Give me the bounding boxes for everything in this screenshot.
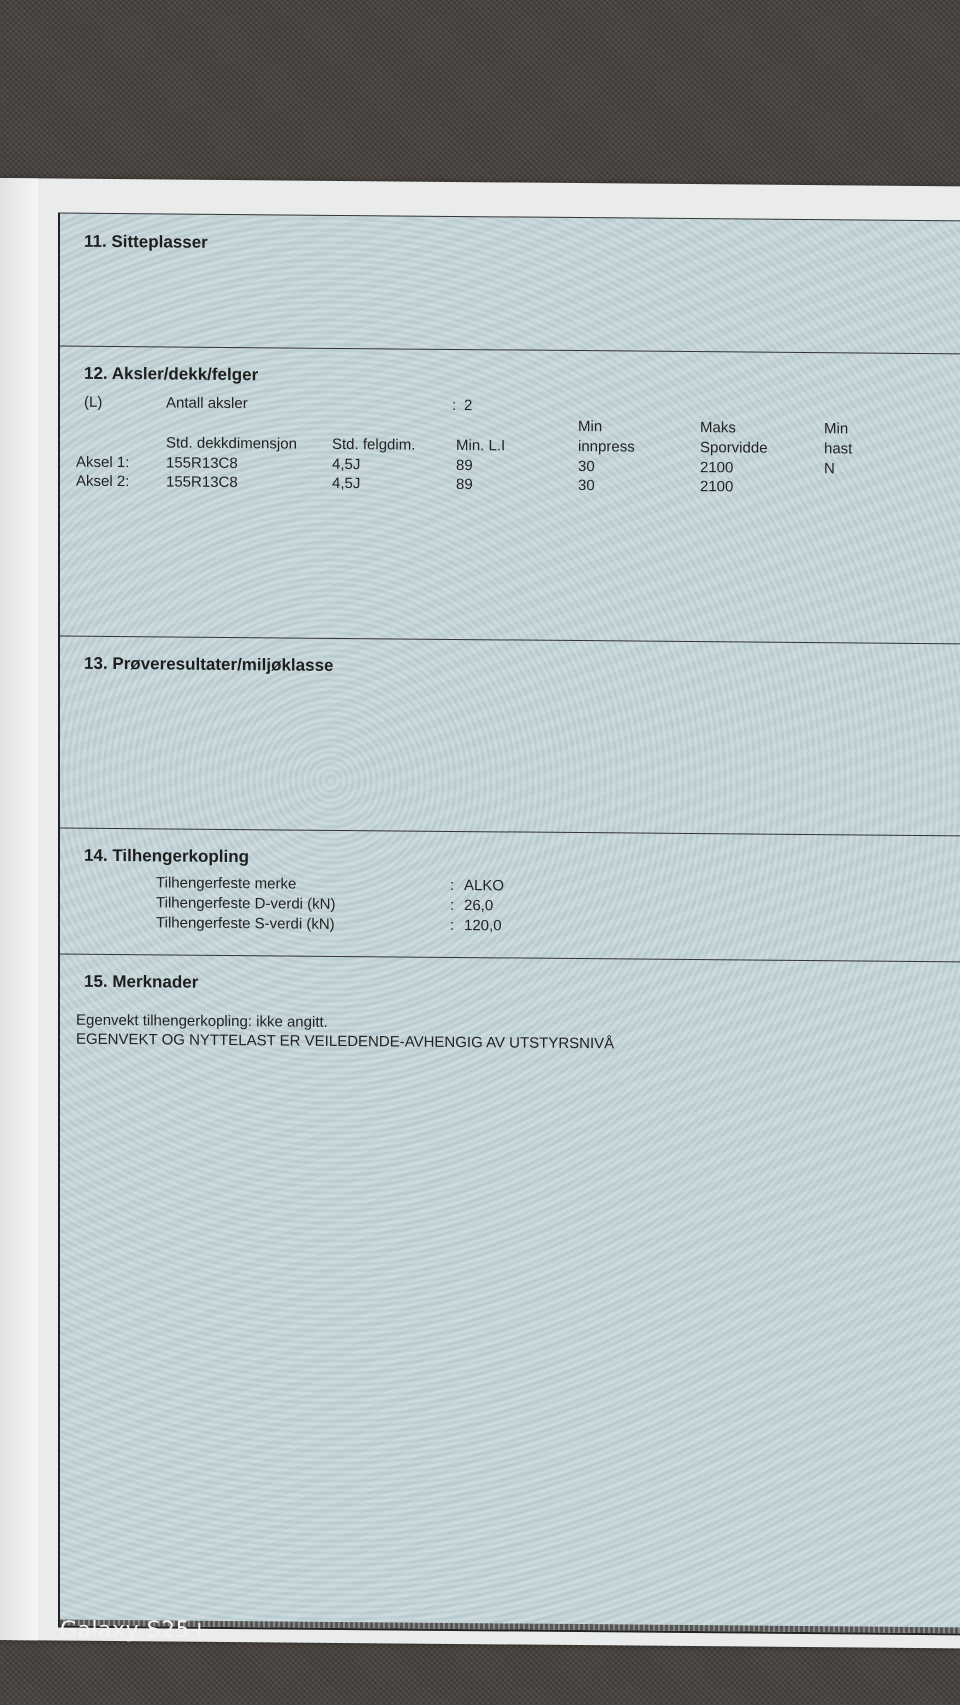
section-axles	[60, 346, 960, 645]
document-page	[0, 178, 960, 1648]
axle-load-index: 89	[456, 475, 473, 494]
page-edge	[0, 178, 38, 1640]
axle-tyre: 155R13C8	[166, 454, 238, 473]
axle-offset: 30	[578, 458, 595, 476]
axle-speed: N	[824, 460, 835, 478]
section-trailer-coupling	[60, 828, 960, 963]
remark-line: EGENVEKT OG NYTTELAST ER VEILEDENDE-AVHENGIG AV UTSTYRSNIVÅ	[76, 1030, 615, 1053]
axle-track: 2100	[700, 478, 734, 496]
coupling-value: ALKO	[464, 877, 505, 895]
remark-line: Egenvekt tilhengerkopling: ikke angitt.	[76, 1011, 328, 1031]
axle-count-value: 2	[464, 397, 473, 415]
axle-label: Aksel 1:	[76, 453, 130, 472]
header-rim: Std. felgdim.	[332, 435, 416, 454]
axle-load-index: 89	[456, 456, 473, 475]
section-test-results	[60, 636, 960, 837]
axle-tyre: 155R13C8	[166, 473, 238, 492]
coupling-separator: :	[450, 916, 455, 934]
section-seating	[60, 214, 960, 355]
section-title: 11. Sitteplasser	[84, 231, 208, 252]
header-max-track-2: Sporvidde	[700, 439, 768, 457]
section-title: 12. Aksler/dekk/felger	[84, 363, 259, 385]
section-title: 15. Merknader	[84, 971, 199, 992]
camera-watermark: Galaxy S25+	[60, 1618, 210, 1643]
header-load-index: Min. L.I	[456, 436, 506, 455]
coupling-label: Tilhengerfeste D-verdi (kN)	[156, 894, 336, 913]
header-min-speed-1: Min	[824, 420, 849, 438]
section-remarks	[60, 954, 960, 1634]
header-max-track-1: Maks	[700, 419, 736, 437]
axle-count-label: Antall aksler	[166, 394, 248, 413]
header-min-offset-1: Min	[578, 418, 603, 436]
header-tyre: Std. dekkdimensjon	[166, 434, 297, 453]
registration-form	[58, 213, 960, 1636]
coupling-label: Tilhengerfeste S-verdi (kN)	[156, 914, 335, 933]
axle-offset: 30	[578, 477, 595, 495]
coupling-value: 120,0	[464, 917, 502, 935]
coupling-value: 26,0	[464, 897, 494, 915]
header-min-speed-2: hast	[824, 440, 853, 458]
coupling-label: Tilhengerfeste merke	[156, 874, 297, 893]
axle-rim: 4,5J	[332, 455, 361, 474]
axle-rim: 4,5J	[332, 474, 361, 493]
axle-count-separator: :	[452, 396, 457, 414]
coupling-separator: :	[450, 876, 455, 894]
header-min-offset-2: innpress	[578, 438, 635, 456]
section-title: 13. Prøveresultater/miljøklasse	[84, 653, 334, 675]
axle-label: Aksel 2:	[76, 472, 130, 491]
axle-track: 2100	[700, 459, 734, 477]
coupling-separator: :	[450, 896, 455, 914]
axle-code: (L)	[84, 393, 103, 411]
section-title: 14. Tilhengerkopling	[84, 845, 249, 867]
